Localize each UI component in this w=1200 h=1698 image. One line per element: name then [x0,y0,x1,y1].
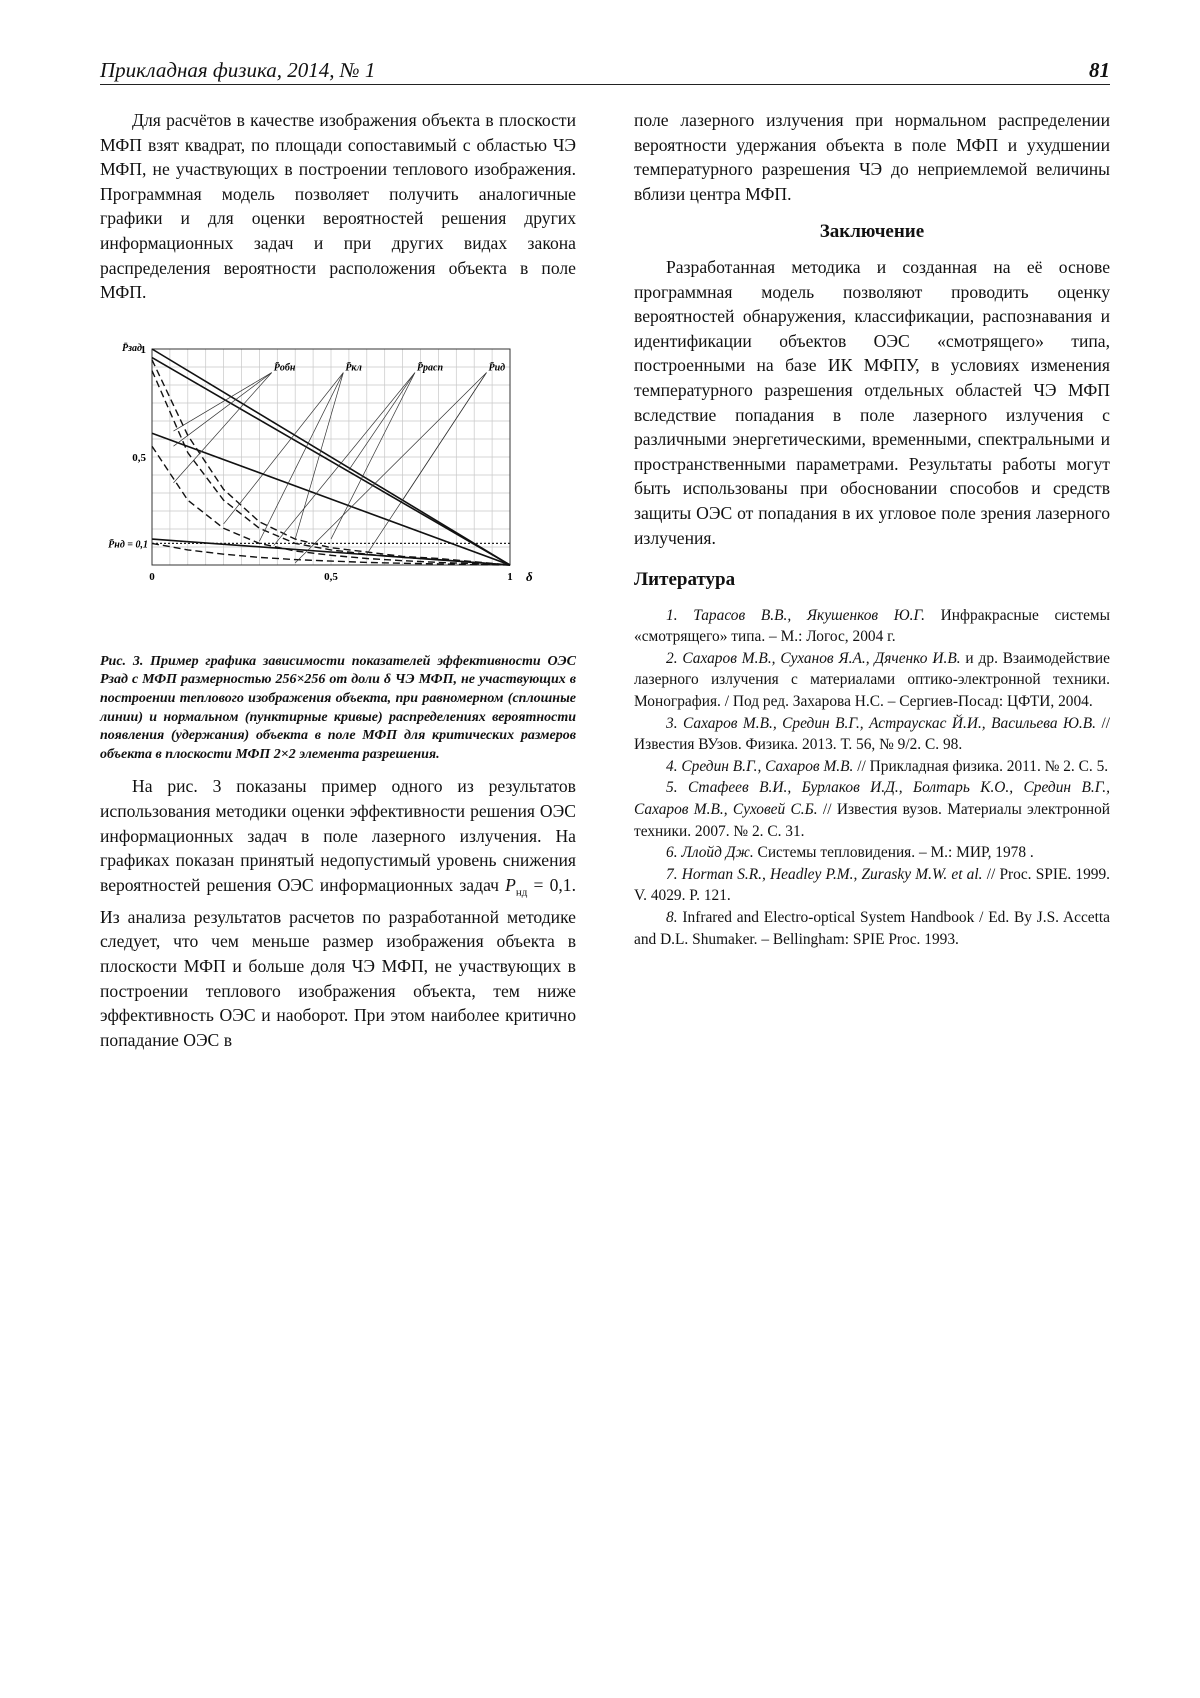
running-header [100,56,1110,85]
right-column [634,108,1110,950]
reference-text: // Proc. SPIE. 1999. V. 4029. P. 121. [634,865,1111,905]
x-tick-label: 0,5 [324,570,338,583]
leader-line [295,372,343,538]
threshold-label: P̄нд = 0,1 [108,539,148,551]
page-number: 81 [1089,58,1110,82]
leader-line [173,372,271,430]
chart [100,331,576,631]
journal-title: Прикладная физика, 2014, № 1 [100,58,376,82]
left-column [100,108,576,1052]
reference-authors: 1. Тарасов В.В., Якушенков Ю.Г. [666,606,925,624]
y-tick-label: 1 [140,343,146,356]
reference-text: Инфракрасные системы «смотрящего» типа. – М.: Логос, 2004 г. [634,606,1111,646]
x-tick-label: 1 [507,570,513,583]
paragraph: поле лазерного излучения при нормальном распределении вероятности удержания объекта в поле МФП и ухудшении температурного разрешения ЧЭ до неприемлемой величины вблизи центра МФП. [634,110,1110,204]
reference-text: // Известия ВУзов. Физика. 2013. Т. 56, № 9/2. С. 98. [634,714,1110,754]
section-heading: Заключение [819,221,925,243]
paragraph: На рис. 3 показаны пример одного из результатов использования методики оценки эффективности решения ОЭС информационных задач в поле лазерного излучения. На графиках показан принятый недопустимый уровень снижения вероятностей решения ОЭС информационных задач $P_{нд} = 0,1$. Из анализа результатов расчетов по разработанной методике следует, что чем меньше размер изображения объекта в плоскости МФП и больше доля ЧЭ МФП, не участвующих в построении теплового изображения объекта, тем ниже эффективность ОЭС и наоборот. При этом наиболее критично попадание ОЭС в [100,776,576,1050]
reference-text: Системы тепловидения. – М.: МИР, 1978 . [753,844,1034,862]
paragraph: Разработанная методика и созданная на её основе программная модель позволяют проводить оценку вероятностей обнаружения, классификации, распознавания и идентификации объектов ОЭС «смотрящего» типа, построенными на базе ИК МФПУ, в условиях изменения температурного разрешения отдельных областей ЧЭ МФП вследствие попадания в поле лазерного излучения с различными энергетическими, временными, спектральными и пространственными параметрами. Результаты работы могут быть использованы при обосновании способов и средств защиты ОЭС от попадания в их угловое поле зрения лазерного излучения. [634,256,1110,548]
reference-list [634,605,1110,951]
figure-3 [100,331,576,631]
reference-item [634,777,1110,842]
paragraph: Для расчётов в качестве изображения объекта в плоскости МФП взят квадрат, по площади сопоставимый с областью ЧЭ МФП, не участвующих в построении теплового изображения. Программная модель позволяет получить аналогичные графики и для оценки вероятностей решения других информационных задач и при других видах закона распределения вероятности расположения объекта в поле МФП. [100,110,576,303]
reference-item [634,907,1110,950]
leader-line [173,372,271,482]
x-tick-label: 0 [149,570,155,583]
reference-authors: 2. Сахаров М.В., Суханов Я.А., Дяченко И.В. [666,649,961,667]
y-tick-label: 0,5 [132,451,146,464]
reference-text: // Прикладная физика. 2011. № 2. С. 5. [853,757,1109,775]
reference-item [634,648,1110,713]
curve-label: P̄обн [273,362,296,374]
reference-authors: 7. Horman S.R., Headley P.M., Zurasky M.W. et al. [666,865,983,883]
reference-authors: 3. Сахаров М.В., Средин В.Г., Астраускас Й.И., Васильева Ю.В. [666,714,1096,732]
figure-caption: Рис. 3. Пример графика зависимости показателей эффективности ОЭС Pзад с МФП размерностью 256×256 от доли δ ЧЭ МФП, не участвующих в построении теплового изображения объекта, при равномерном (сплошные линии) и нормальном (пунктирные кривые) распределениях вероятности появления (удержания) объекта в поле МФП для критических размеров объекта в плоскости МФП 2×2 элемента разрешения. [100,653,576,762]
leader-line [173,372,271,446]
reference-authors: 4. Средин В.Г., Сахаров М.В. [666,757,854,775]
y-axis-label: P̄зад [122,342,142,354]
references-heading: Литература [634,569,736,591]
reference-item [634,864,1110,907]
reference-text: Infrared and Electro-optical System Handbook / Ed. By J.S. Accetta and D.L. Shumaker. – Bellingham: SPIE Proc. 1993. [634,909,1110,948]
reference-item [634,713,1110,756]
reference-item [634,605,1110,648]
reference-text: // Известия вузов. Материалы электронной техники. 2007. № 2. С. 31. [634,801,1110,840]
curve-label: P̄кл [345,362,362,374]
reference-text: и др. Взаимодействие лазерного излучения с материалами оптико-электронной техники. Монография. / Под ред. Захарова Н.С. – Сергиев-Посад: ЦФТИ, 2004. [634,649,1110,711]
curve-label: P̄ид [488,362,506,374]
reference-item [634,842,1110,864]
reference-authors: 6. Ллойд Дж. [666,844,754,862]
reference-item [634,756,1110,778]
reference-authors: 8. [666,909,678,926]
curve-label: P̄расп [416,362,444,374]
x-axis-label: δ [526,568,533,584]
reference-authors: 5. Стафеев В.И., Бурлаков И.Д., Болтарь К.О., Средин В.Г., Сахаров М.В., Суховей С.Б. [634,779,1110,819]
